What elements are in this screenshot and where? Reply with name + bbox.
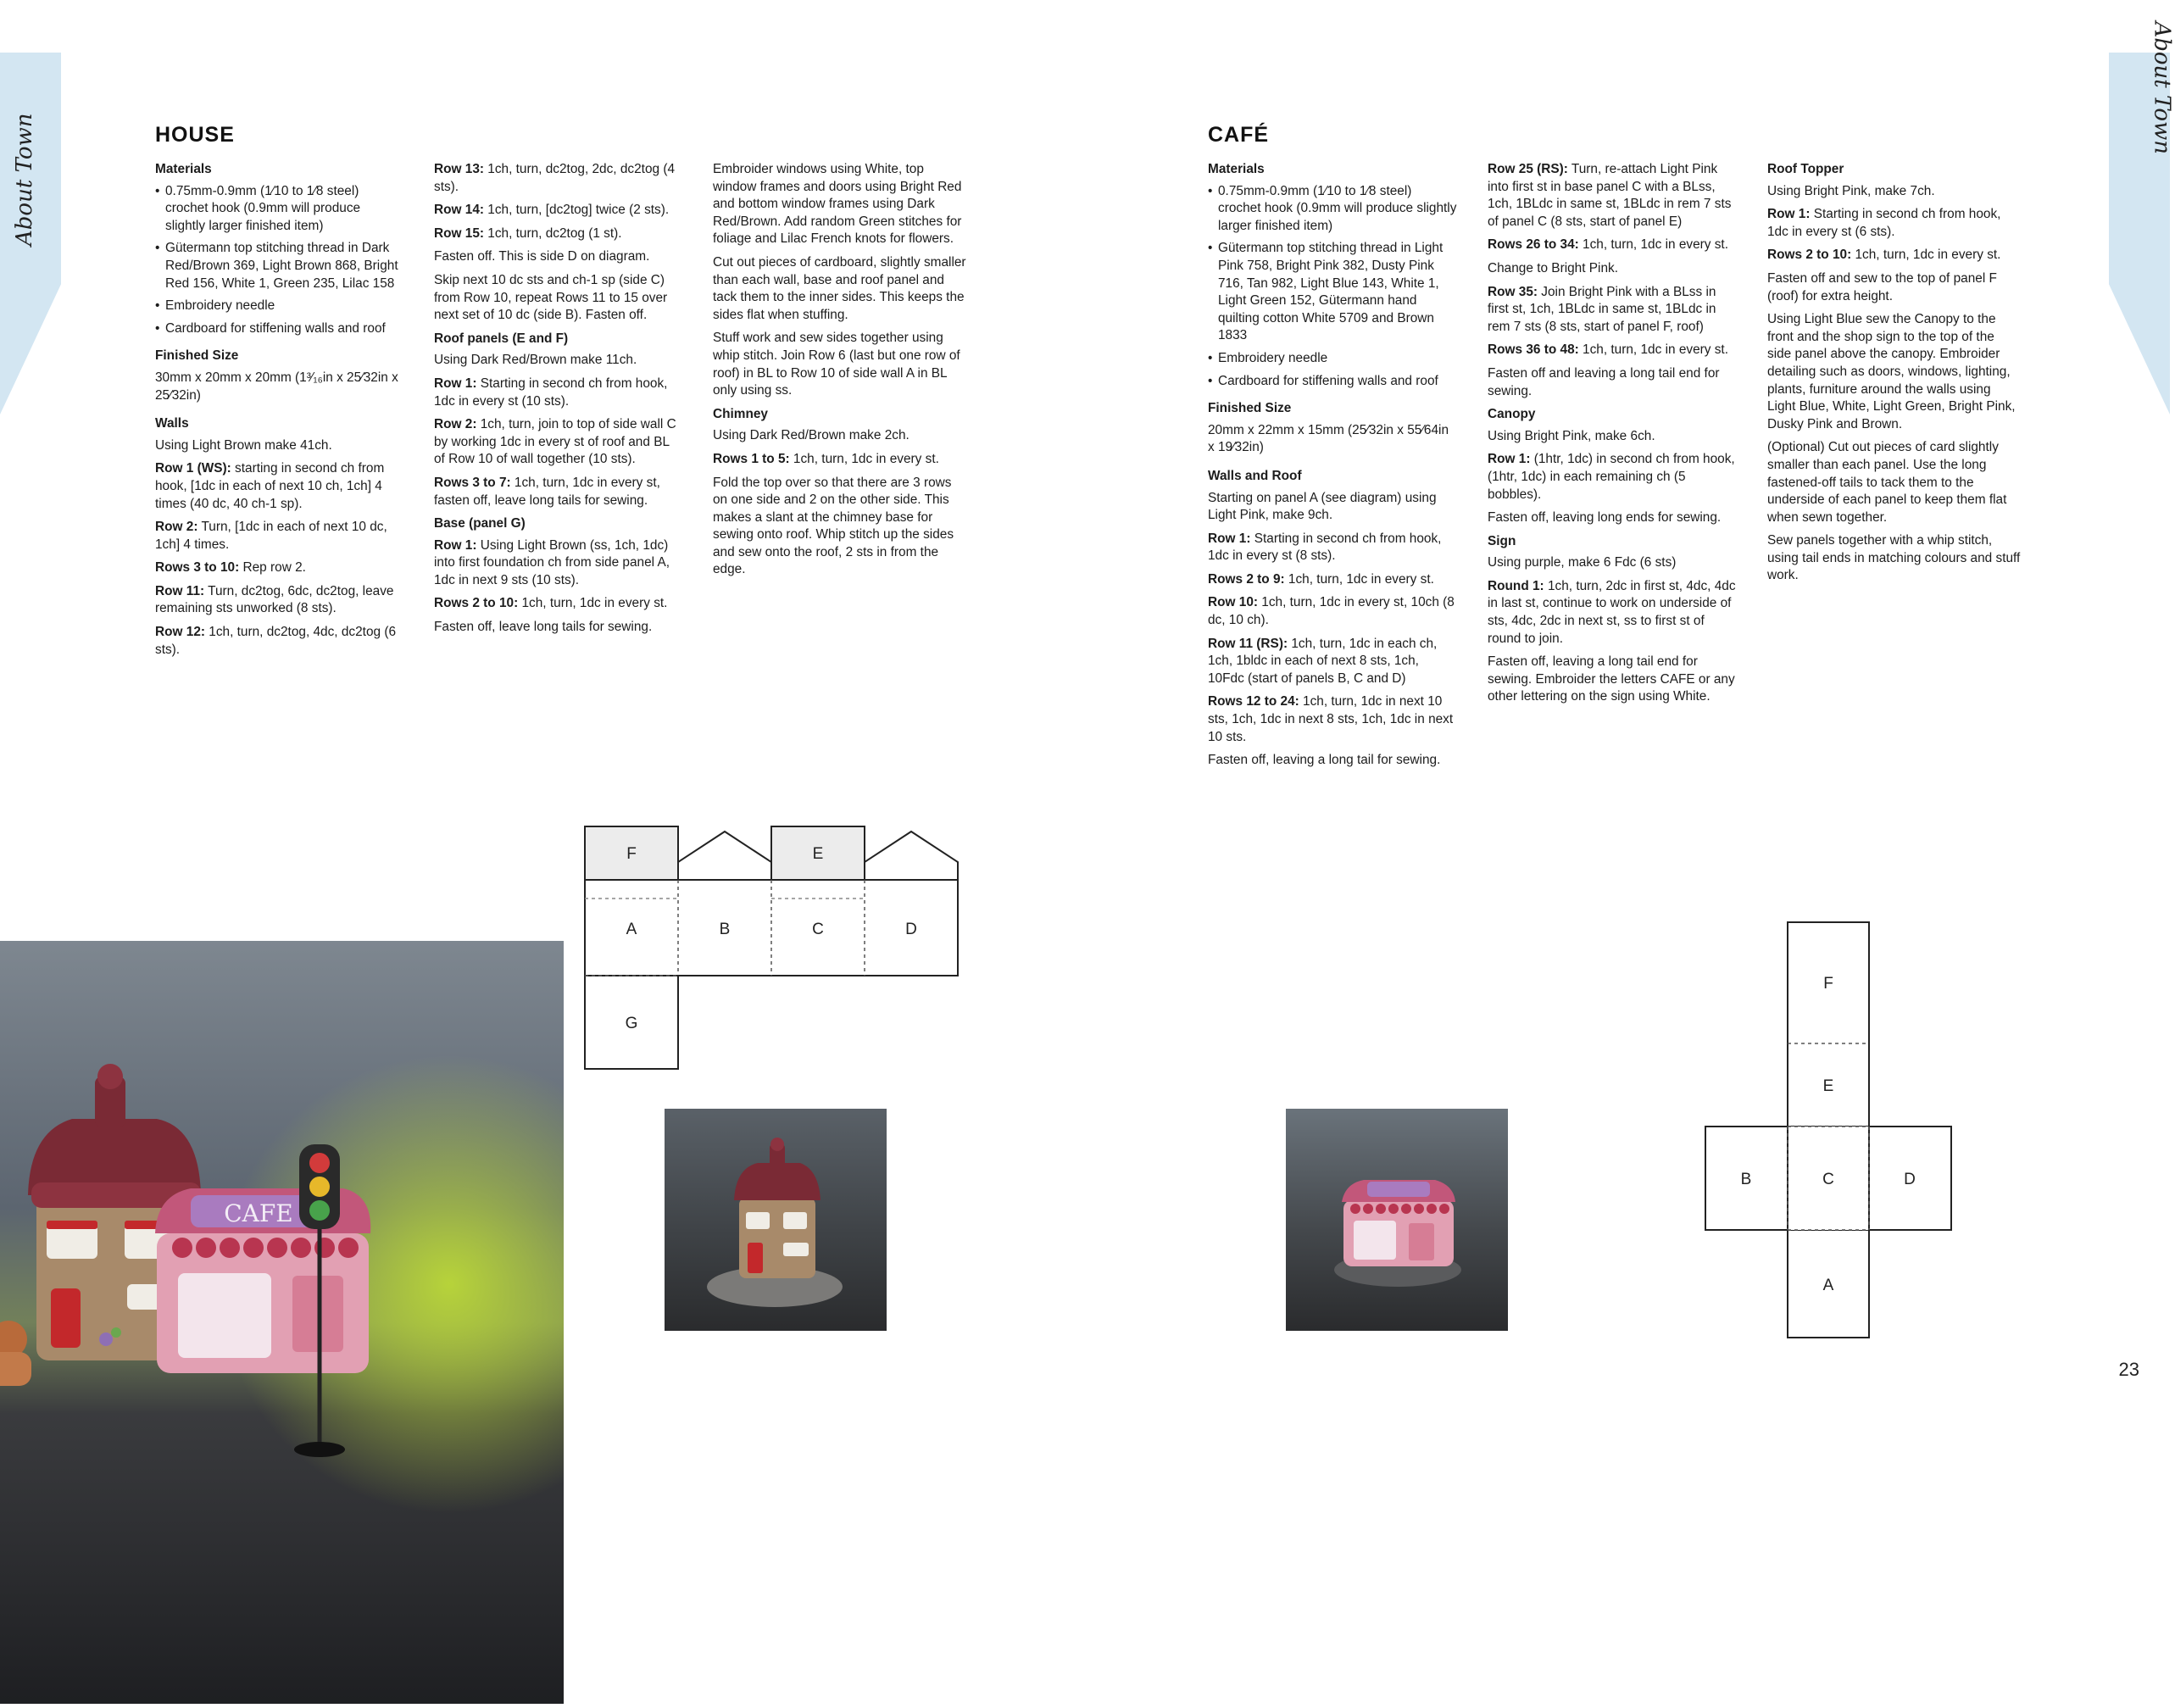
pattern-row: Row 10: 1ch, turn, 1dc in every st, 10ch (8 dc, 10 ch).: [1208, 595, 1455, 628]
house-walls-intro: Using Light Brown make 41ch.: [155, 437, 332, 453]
pattern-row: Row 2: Turn, [1dc in each of next 10 dc, 1ch] 4 times.: [155, 520, 387, 552]
pattern-row: Rows 2 to 10: 1ch, turn, 1dc in every st.: [434, 596, 668, 611]
cafe-sign-heading: Sign: [1488, 533, 1516, 548]
house-chimney-heading: Chimney: [713, 406, 768, 421]
cafe-canopy-intro: Using Bright Pink, make 6ch.: [1488, 428, 1655, 443]
cafe-sign-intro: Using purple, make 6 Fdc (6 sts): [1488, 555, 1677, 570]
house-materials-heading: Materials: [155, 162, 212, 176]
cafe-canopy-outro: Fasten off, leaving long ends for sewing.: [1488, 510, 1722, 526]
pattern-row: Row 2: 1ch, turn, join to top of side wall C by working 1dc in every st of roof and BL of Row 10 of wall together (10 sts).: [434, 417, 676, 467]
cafe-sew-note: Sew panels together with a whip stitch, using tail ends in matching colours and stuff work.: [1767, 533, 2021, 583]
diagram-label-b: B: [1740, 1171, 1752, 1188]
house-side-d-note: Fasten off. This is side D on diagram.: [434, 249, 650, 264]
house-skip-note: Skip next 10 dc sts and ch-1 sp (side C) from Row 10, repeat Rows 11 to 15 over next set of 10 dc (side B). Fasten off.: [434, 272, 668, 323]
list-item: • 0.75mm-0.9mm (1⁄10 to 1⁄8 steel) crochet hook (0.9mm will produce slightly larger finished item): [155, 183, 401, 236]
pattern-row: Row 13: 1ch, turn, dc2tog, 2dc, dc2tog (4 sts).: [434, 162, 676, 194]
side-tab-label-left: About Town: [12, 113, 37, 246]
house-pattern-diagram: [583, 825, 963, 1075]
cafe-photo: [1286, 1109, 1508, 1331]
main-photo: [0, 941, 564, 1704]
cafe-canopy-sew-note: Using Light Blue sew the Canopy to the front and the shop sign to the top of the side panel above the canopy. Embroider detailing such as doors, windows, lighting, plants, furniture around the walls using Light Blue, White, Light Green, Bright Pink, Dusky Pink and Brown.: [1767, 312, 2016, 431]
diagram-label-c: C: [812, 921, 824, 938]
house-base-heading: Base (panel G): [434, 516, 526, 531]
house-title: HOUSE: [155, 123, 235, 147]
house-roof-heading: Roof panels (E and F): [434, 331, 569, 346]
cafe-column-2: [1488, 161, 1738, 712]
pattern-row: Rows 3 to 10: Rep row 2.: [155, 560, 306, 576]
list-item: • 0.75mm-0.9mm (1⁄10 to 1⁄8 steel) crochet hook (0.9mm will produce slightly larger finished item): [1208, 183, 1458, 236]
cafe-finished-size-text: 20mm x 22mm x 15mm (25⁄32in x 55⁄64in x 19⁄32in): [1208, 422, 1449, 455]
cafe-materials-list: [1208, 183, 1458, 391]
diagram-label-f: F: [1823, 975, 1833, 993]
pattern-row: Row 1: Starting in second ch from hook, 1dc in every st (8 sts).: [1208, 531, 1442, 564]
pattern-row: Row 12: 1ch, turn, dc2tog, 4dc, dc2tog (6 sts).: [155, 625, 397, 657]
pattern-row: Rows 12 to 24: 1ch, turn, 1dc in next 10 sts, 1ch, 1dc in next 8 sts, 1ch, 1dc in next 10 sts.: [1208, 694, 1454, 744]
cafe-topper-note: Fasten off and sew to the top of panel F (roof) for extra height.: [1767, 270, 1997, 303]
house-photo: [665, 1109, 887, 1331]
house-column-1: [155, 161, 401, 665]
pattern-row: Round 1: 1ch, turn, 2dc in first st, 4dc, 4dc in last st, continue to work on underside of sts, 4dc, 2dc in next st, ss to first st of round to join.: [1488, 578, 1736, 646]
house-materials-list: [155, 183, 401, 338]
diagram-label-e: E: [812, 845, 824, 863]
cafe-fasten-note: Fasten off and leaving a long tail end for sewing.: [1488, 365, 1720, 398]
pattern-row: Rows 26 to 34: 1ch, turn, 1dc in every st.: [1488, 237, 1728, 253]
pattern-row: Row 1: (1htr, 1dc) in second ch from hook, (1htr, 1dc) in each remaining ch (5 bobbles).: [1488, 452, 1735, 502]
pattern-row: Row 25 (RS): Turn, re-attach Light Pink into first st in base panel C with a BLss, 1ch, 1BLdc in same st, 1BLdc in rem 7 sts of panel C (8 sts, start of panel E): [1488, 162, 1732, 229]
diagram-label-d: D: [1904, 1171, 1916, 1188]
pattern-row: Rows 2 to 9: 1ch, turn, 1dc in every st.: [1208, 571, 1434, 587]
pattern-row: Rows 3 to 7: 1ch, turn, 1dc in every st, fasten off, leave long tails for sewing.: [434, 475, 660, 508]
list-item: • Embroidery needle: [1208, 350, 1458, 368]
cafe-finished-size-heading: Finished Size: [1208, 401, 1292, 416]
diagram-label-f: F: [626, 845, 637, 863]
cafe-optional-note: (Optional) Cut out pieces of card slightly smaller than each panel. Use the long fastened-off tails to tack them to the underside of each panel to keep them flat when sewn together.: [1767, 440, 2007, 525]
list-item: • Gütermann top stitching thread in Dark Red/Brown 369, Light Brown 868, Bright Red 156, White 1, Green 235, Lilac 158: [155, 240, 401, 292]
cafe-walls-intro: Starting on panel A (see diagram) using Light Pink, make 9ch.: [1208, 490, 1437, 523]
house-column-2: [434, 161, 680, 643]
list-item: • Gütermann top stitching thread in Light Pink 758, Bright Pink 382, Dusty Pink 716, Tan 982, Light Blue 143, White 1, Light Green 152, Gütermann hand quilting cotton White 5709 and Brown 1833: [1208, 240, 1458, 345]
photo-cafe-sign: CAFE: [224, 1199, 293, 1227]
cafe-canopy-heading: Canopy: [1488, 407, 1536, 422]
house-base-outro: Fasten off, leave long tails for sewing.: [434, 620, 653, 635]
diagram-label-e: E: [1822, 1077, 1834, 1095]
pattern-row: Rows 1 to 5: 1ch, turn, 1dc in every st.: [713, 451, 939, 466]
pattern-row: Row 1: Starting in second ch from hook, 1dc in every st (10 sts).: [434, 376, 668, 409]
house-roof-intro: Using Dark Red/Brown make 11ch.: [434, 353, 637, 368]
house-cardboard-note: Cut out pieces of cardboard, slightly smaller than each wall, base and roof panel and tack them to the inner sides. This keeps the sides flat when stuffing.: [713, 254, 966, 322]
cafe-topper-heading: Roof Topper: [1767, 162, 1844, 176]
house-chimney-outro: Fold the top over so that there are 3 rows on one side and 2 on the other side. This makes a slant at the chimney base for sewing onto roof. Whip stitch up the sides and sew onto the roof, 2 sts in from the edge.: [713, 475, 954, 577]
house-finished-size-heading: Finished Size: [155, 348, 239, 364]
house-chimney-intro: Using Dark Red/Brown make 2ch.: [713, 428, 909, 443]
pattern-row: Row 1: Starting in second ch from hook, 1dc in every st (6 sts).: [1767, 207, 2001, 239]
pattern-row: Row 11 (RS): 1ch, turn, 1dc in each ch, 1ch, 1bldc in each of next 8 sts, 1ch, 10Fdc (start of panels B, C and D): [1208, 636, 1438, 686]
pattern-row: Row 15: 1ch, turn, dc2tog (1 st).: [434, 225, 622, 241]
cafe-change-note: Change to Bright Pink.: [1488, 260, 1618, 275]
cafe-walls-outro: Fasten off, leaving a long tail for sewing.: [1208, 753, 1441, 768]
diagram-label-a: A: [626, 921, 637, 938]
pattern-row: Row 11: Turn, dc2tog, 6dc, dc2tog, leave remaining sts unworked (8 sts).: [155, 583, 394, 616]
list-item: • Cardboard for stiffening walls and roof: [155, 320, 401, 338]
list-item: • Embroidery needle: [155, 298, 401, 315]
cafe-column-1: [1208, 161, 1458, 776]
cafe-pattern-diagram: [1704, 921, 1955, 1344]
house-embroider-note: Embroider windows using White, top window frames and doors using Bright Red and bottom window frames using Dark Red/Brown. Add random Green stitches for foliage and Lilac French knots for flowers.: [713, 162, 962, 247]
pattern-row: Row 1: Using Light Brown (ss, 1ch, 1dc) into first foundation ch from side panel A, 1dc in next 9 sts (10 sts).: [434, 537, 670, 587]
pattern-row: Row 35: Join Bright Pink with a BLss in first st, 1ch, 1BLdc in same st, 1BLdc in rem 7 sts (8 sts, start of panel F, roof): [1488, 284, 1716, 334]
diagram-label-g: G: [625, 1015, 638, 1032]
page-number: 23: [2118, 1359, 2139, 1380]
pattern-row: Row 14: 1ch, turn, [dc2tog] twice (2 sts).: [434, 203, 670, 218]
pattern-row: Rows 2 to 10: 1ch, turn, 1dc in every st.: [1767, 248, 2001, 263]
cafe-column-3: [1767, 161, 2022, 591]
house-walls-heading: Walls: [155, 416, 189, 431]
house-stuff-note: Stuff work and sew sides together using whip stitch. Join Row 6 (last but one row of roof) in BL to Row 10 of side wall A in BL only using ss.: [713, 331, 960, 398]
diagram-label-b: B: [719, 921, 731, 938]
cafe-title: CAFÉ: [1208, 123, 1270, 147]
cafe-materials-heading: Materials: [1208, 162, 1265, 176]
cafe-walls-heading: Walls and Roof: [1208, 468, 1302, 483]
diagram-label-c: C: [1822, 1171, 1834, 1188]
house-column-3: [713, 161, 967, 585]
cafe-topper-intro: Using Bright Pink, make 7ch.: [1767, 183, 1935, 198]
house-finished-size-text: 30mm x 20mm x 20mm (1³⁄₁₆in x 25⁄32in x 25⁄32in): [155, 370, 398, 403]
list-item: • Cardboard for stiffening walls and roof: [1208, 373, 1458, 391]
cafe-sign-outro: Fasten off, leaving a long tail end for sewing. Embroider the letters CAFE or any other lettering on the sign using White.: [1488, 654, 1735, 704]
side-tab-label-right: About Town: [2150, 21, 2175, 154]
diagram-label-d: D: [905, 921, 917, 938]
pattern-row: Rows 36 to 48: 1ch, turn, 1dc in every st.: [1488, 342, 1728, 358]
diagram-label-a: A: [1822, 1277, 1834, 1294]
pattern-row: Row 1 (WS): starting in second ch from hook, [1dc in each of next 10 ch, 1ch] 4 times (40 dc, 40 ch-1 sp).: [155, 461, 385, 511]
